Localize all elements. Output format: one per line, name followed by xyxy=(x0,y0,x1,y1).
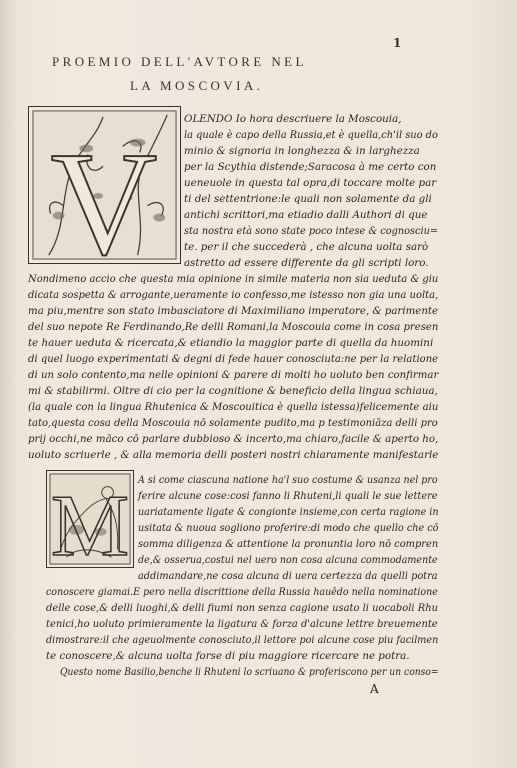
initial-letter-m: M xyxy=(50,478,130,567)
text-line: di quel luogo experimentati & degni di fede hauer conosciuta:ne per la relatione xyxy=(28,353,439,365)
text-line: uoluto scriuerle , & alla memoria delli posteri nostri chiaramente manifestarle xyxy=(28,449,439,461)
text-line: somma diligenza & attentione la pronuntia loro nō compren xyxy=(138,538,439,550)
text-line: (la quale con la lingua Rhutenica & Moscouitica è quella istessa)felicemente aiu xyxy=(28,401,439,413)
text-line: dicata sospetta & arrogante,ueramente io confesso,me istesso non gia una uolta, xyxy=(28,289,439,301)
text-line: Nondimeno accio che questa mia opinione in simile materia non sia ueduta & giu xyxy=(28,273,439,285)
text-line: delle cose,& delli luoghi,& delli fiumi non senza cagione usato li uocaboli Rhu xyxy=(46,602,439,614)
text-line: te hauer ueduta & ricercata,& etiandio la maggior parte di quella da huomini xyxy=(28,337,434,349)
text-line: prij occhi,ne māco cō parlare dubbioso & incerto,ma chiaro,facile & aperto ho, xyxy=(28,433,439,445)
page-number: 1 xyxy=(393,36,402,50)
heading-line-1: PROEMIO DELL'AVTORE NEL xyxy=(52,54,307,69)
initial-letter-v: V xyxy=(50,122,158,263)
catchword: A xyxy=(370,682,379,696)
text-line: te. per il che succederà , che alcuna uolta sarò xyxy=(184,241,429,253)
text-line: uariatamente ligate & congionte insieme,con certa ragione in xyxy=(138,506,439,518)
text-line: tenici,ho uoluto primieramente la ligatura & forza d'alcune lettre breuemente xyxy=(46,618,438,630)
text-line: sta nostra età sono state poco intese & cognosciu= xyxy=(184,225,439,237)
text-line: antichi scrittori,ma etiadio dalli Authori di que xyxy=(184,209,428,221)
text-line: dimostrare:il che ageuolmente conosciuto,il lettore poi alcune cose piu facilmen xyxy=(46,634,439,646)
text-line: de,& osserua,costui nel uero non cosa alcuna commodamente xyxy=(138,554,438,566)
text-line: A si come ciascuna natione ha'l suo costume & usanza nel pro xyxy=(138,474,438,486)
text-line: ueneuole in questa tal opra,di toccare molte par xyxy=(184,177,437,189)
decorated-initial-v xyxy=(28,106,181,264)
text-line: addimandare,ne cosa alcuna di uera certezza da quelli potra xyxy=(138,570,438,582)
text-line: del suo nepote Re Ferdinando,Re delli Romani,la Moscouia come in cosa presen xyxy=(28,321,439,333)
text-line: OLENDO Io hora descriuere la Moscouia, xyxy=(184,113,402,125)
decorated-initial-m xyxy=(46,470,134,568)
text-line: astretto ad essere differente da gli scripti loro. xyxy=(184,257,429,269)
text-line: te conoscere,& alcuna uolta forse di piu maggiore ricercare ne potra. xyxy=(46,650,410,662)
text-line: ti del settentrione:le quali non solamente da gli xyxy=(184,193,432,205)
text-line: usitata & nuoua sogliono proferire:di modo che quello che cō xyxy=(138,522,439,534)
text-line: minio & signoria in longhezza & in larghezza xyxy=(184,145,420,157)
text-line: di un solo contento,ma nelle opinioni & parere di molti ho uoluto ben confirmar xyxy=(28,369,439,381)
text-line: mi & stabilirmi. Oltre di cio per la cognitione & beneficio della lingua schiaua, xyxy=(28,385,438,397)
text-line: per la Scythia distende;Saracosa à me certo con xyxy=(184,161,437,173)
text-line: ferire alcune cose:cosi fanno li Rhuteni,li quali le sue lettere xyxy=(138,490,438,502)
text-line: la quale è capo della Russia,et è quella,ch'il suo do xyxy=(184,129,438,141)
text-line: tato,questa cosa della Moscouia nō solamente pudito,ma p testimoniāza delli pro xyxy=(28,417,438,429)
text-line: Questo nome Basilio,benche li Rhuteni lo scriuano & proferiscono per un conso= xyxy=(60,666,439,678)
text-line: conoscere giamai.E pero nella discrittione della Russia hauēdo nella nominatione xyxy=(46,586,438,598)
text-line: ma piu,mentre son stato imbasciatore di Maximiliano imperatore, & parimente xyxy=(28,305,439,317)
heading-line-2: LA MOSCOVIA. xyxy=(130,78,264,93)
